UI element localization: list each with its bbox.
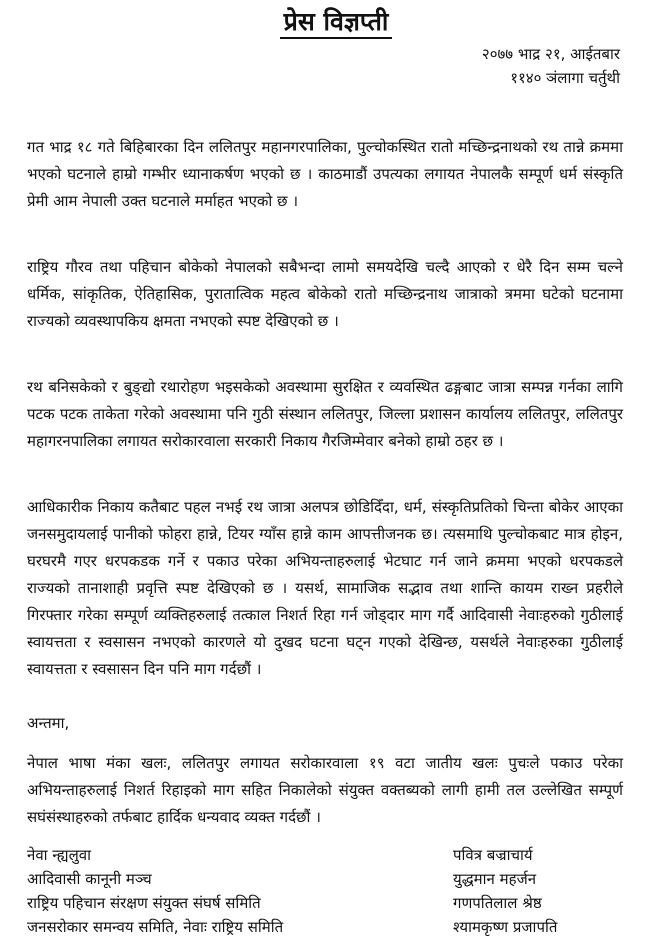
conclusion-label: अन्तमा, [27, 714, 70, 732]
signatory-row [27, 891, 623, 915]
signatory-organization: आदिवासी कानूनी मञ्च [27, 870, 152, 888]
date-line: २०७७ भाद्र २१, आईतबार [481, 45, 620, 63]
signatory-row [27, 843, 623, 867]
signatories-block [27, 843, 623, 939]
signatory-organization: राष्ट्रिय पहिचान संरक्षण संयुक्त संघर्ष समिति [27, 894, 261, 912]
era-date-line: ११४० ञंलागा चर्तुथी [510, 69, 620, 87]
signatory-row [27, 915, 623, 939]
paragraph-national-heritage: राष्ट्रिय गौरव तथा पहिचान बोकेको नेपालको सबैभन्दा लामो समयदेखि चल्दै आएको र धेरै दिन सम्म चल्ने धर्मिक, सांकृतिक, ऐतिहासिक, पुरातात्विक महत्व बोकेको रातो मच्छिन्द्रनाथ जात्राको त्रममा घटेको घटनामा राज्यको व्यवस्थापकिय क्षमता नभएको स्पष्ट देखिएको छ । [27, 258, 623, 330]
signatory-person: श्यामकृष्ण प्रजापति [453, 918, 558, 936]
paragraph-responsibility: रथ बनिसकेको र बुङ्द्यो रथारोहण भइसकेको अवस्थामा सुरक्षित र व्यवस्थित ढङ्गबाट जात्रा सम्पन्न गर्नका लागि पटक पटक ताकेता गरेको अवस्थामा पनि गुठी संस्थान ललितपुर, जिल्ला प्रशासन कार्यालय ललितपुर, ललितपुर महागरनपालिका लगायत सरोकारवाला सरकारी निकाय गैरजिम्मेवार बनेको हाम्रो ठहर छ । [27, 378, 623, 450]
signatory-row [27, 867, 623, 891]
signatory-organization: नेवा न्ह्यलुवा [27, 846, 92, 864]
signatory-person: युद्धमान महर्जन [453, 870, 537, 888]
signatory-organization: जनसरोकार समन्वय समिति, नेवाः राष्ट्रिय समिति [27, 918, 284, 936]
date-block [482, 42, 620, 90]
paragraph-thanks: नेपाल भाषा मंका खलः, ललितपुर लगायत सरोकारवाला १९ वटा जातीय खलः पुचःले पकाउ परेका अभियन्ताहरुलाई निशर्त रिहाइको माग सहित निकालेको संयुक्त वक्तब्यको लागी हामी तल उल्लेखित सम्पूर्ण सघंसंस्थाहरुको तर्फबाट हार्दिक धन्यवाद व्यक्त गर्दछौं । [27, 754, 623, 826]
signatory-person: पवित्र बज्राचार्य [453, 846, 533, 864]
title-text: प्रेस विज्ञप्ती [280, 7, 393, 39]
paragraph-demands: आधिकारीक निकाय कतैबाट पहल नभई रथ जात्रा अलपत्र छोडिदिँदा, धर्म, संस्कृतिप्रतिको चिन्ता बोकेर आएका जनसमुदायलाई पानीको फोहरा हान्ने, टियर ग्याँस हान्ने काम आपत्तीजनक छ। त्यसमाथि पुल्चोकबाट मात्र होइन, घरघरमै गएर धरपकडक गर्ने र पकाउ परेका अभियन्ताहरुलाई भेटघाट गर्न जाने क्रममा भएको धरपकडले राज्यको तानाशाही प्रवृत्ति स्पष्ट देखिएको छ । यसर्थ, सामाजिक सद्भाव तथा शान्ति कायम राख्न प्रहरीले गिरफ्तार गरेका सम्पूर्ण व्यक्तिहरुलाई तत्काल निशर्त रिहा गर्न जोड्दार माग गर्दै आदिवासी नेवाःहरुको गुठीलाई स्वायत्तता र स्वसासन नभएको कारणले यो दुखद घटना घट्न गएको देखिन्छ, यसर्थले नेवाःहरुका गुठीलाई स्वायत्तता र स्वसासन दिन पनि माग गर्दछौं । [27, 498, 623, 678]
page-title [0, 4, 672, 38]
signatory-person: गणपतिलाल श्रेष्ठ [453, 894, 542, 912]
paragraph-incident: गत भाद्र १८ गते बिहिबारका दिन ललितपुर महानगरपालिका, पुल्चोकस्थित रातो मच्छिन्द्रनाथको रथ तान्ने क्रममा भएको घटनाले हाम्रो गम्भीर ध्यानाकर्षण भएको छ । काठमाडौं उपत्यका लगायत नेपालकै सम्पूर्ण धर्म संस्कृति प्रेमी आम नेपाली उक्त घटनाले मर्माहत भएको छ । [27, 138, 623, 210]
